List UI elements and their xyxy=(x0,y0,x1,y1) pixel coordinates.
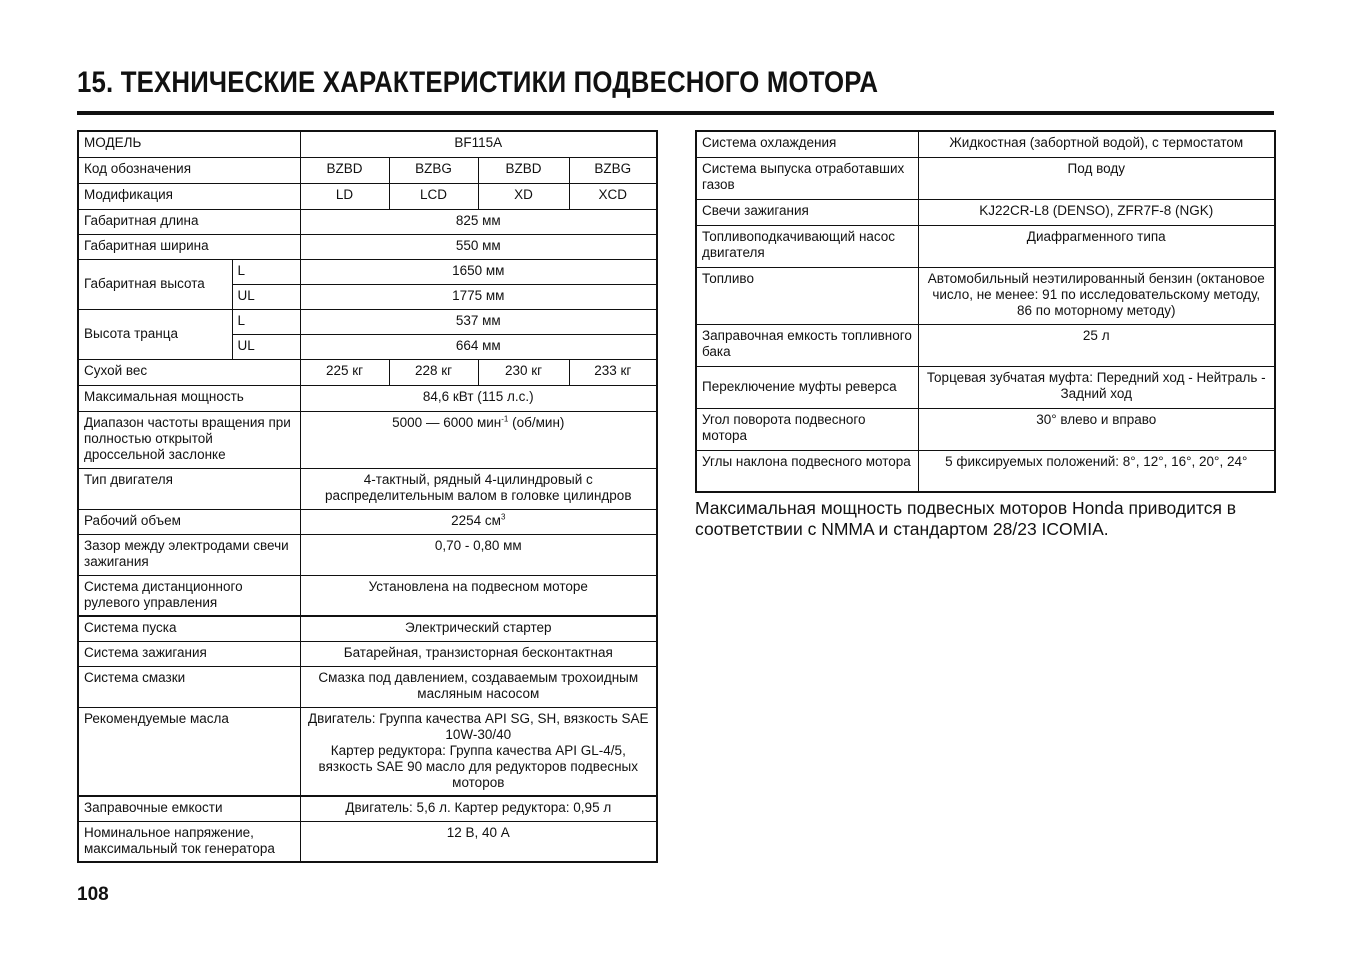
rpm-value-main: 5000 — 6000 мин xyxy=(392,414,502,430)
spec-label: Сухой вес xyxy=(78,359,300,385)
spec-value: 664 мм xyxy=(300,334,657,359)
spec-label: Код обозначения xyxy=(78,157,300,183)
spec-label: Углы наклона подвесного мотора xyxy=(696,450,918,492)
spec-value: BZBD xyxy=(478,157,569,183)
specs-table-left xyxy=(77,130,658,863)
spec-label: Заправочная емкость топливного бака xyxy=(696,324,918,366)
spec-row-fuel xyxy=(696,267,1275,324)
page-title: 15. ТЕХНИЧЕСКИЕ ХАРАКТЕРИСТИКИ ПОДВЕСНОГО МОТОРА xyxy=(77,66,879,99)
rpm-value-tail: (об/мин) xyxy=(508,414,565,430)
spec-label: Тип двигателя xyxy=(78,468,300,509)
spec-row-clutch xyxy=(696,366,1275,408)
spec-label: Система зажигания xyxy=(78,641,300,666)
spec-label: Топливо xyxy=(696,267,918,324)
specs-table-right xyxy=(695,130,1276,493)
spec-value: LD xyxy=(300,183,389,209)
spec-value: 1650 мм xyxy=(300,259,657,284)
oil-engine: Двигатель: Группа качества API SG, SH, вязкость SAE 10W-30/40 xyxy=(308,710,649,742)
spec-value: BZBG xyxy=(389,157,478,183)
spec-sublabel: L xyxy=(232,309,300,334)
spec-row-weight xyxy=(78,359,657,385)
spec-label: Модификация xyxy=(78,183,300,209)
oil-gear: Картер редуктора: Группа качества API GL-4/5, вязкость SAE 90 масло для редукторов подвесных моторов xyxy=(318,742,638,790)
spec-value: 25 л xyxy=(918,324,1275,366)
spec-row-model xyxy=(78,131,657,157)
spec-value: Торцевая зубчатая муфта: Передний ход - Нейтраль - Задний ход xyxy=(918,366,1275,408)
spec-value: 84,6 кВт (115 л.с.) xyxy=(300,385,657,411)
spec-row-rpm xyxy=(78,411,657,468)
spec-row-ignition xyxy=(78,641,657,666)
spec-row-transom-l xyxy=(78,309,657,334)
spec-value: Жидкостная (забортной водой), с термостатом xyxy=(918,131,1275,157)
spec-row-fuel-pump xyxy=(696,225,1275,267)
spec-value: Электрический стартер xyxy=(300,616,657,641)
spec-value: 233 кг xyxy=(569,359,657,385)
spec-label: Переключение муфты реверса xyxy=(696,366,918,408)
spec-row-exhaust xyxy=(696,157,1275,199)
spec-value: BF115A xyxy=(300,131,657,157)
spec-row-power xyxy=(78,385,657,411)
spec-label: Зазор между электродами свечи зажигания xyxy=(78,534,300,575)
spec-row-start xyxy=(78,616,657,641)
spec-value: 0,70 - 0,80 мм xyxy=(300,534,657,575)
power-note: Максимальная мощность подвесных моторов Honda приводится в соответствии с NMMA и стандартом 28/23 ICOMIA. xyxy=(695,498,1237,539)
spec-label: Заправочные емкости xyxy=(78,796,300,821)
spec-row-width xyxy=(78,234,657,259)
spec-row-displacement xyxy=(78,509,657,534)
page-number: 108 xyxy=(77,884,109,905)
spec-row-voltage xyxy=(78,821,657,862)
spec-value: 225 кг xyxy=(300,359,389,385)
spec-sublabel: UL xyxy=(232,334,300,359)
spec-row-cooling xyxy=(696,131,1275,157)
spec-label: Габаритная высота xyxy=(78,259,232,309)
spec-value: 550 мм xyxy=(300,234,657,259)
spec-value: BZBG xyxy=(569,157,657,183)
spec-row-code xyxy=(78,157,657,183)
spec-label: Система выпуска отработавших газов xyxy=(696,157,918,199)
spec-value: 537 мм xyxy=(300,309,657,334)
spec-row-lube xyxy=(78,666,657,707)
spec-row-capacity xyxy=(78,796,657,821)
spec-value: Под воду xyxy=(918,157,1275,199)
spec-value xyxy=(300,509,657,534)
spec-value: 228 кг xyxy=(389,359,478,385)
spec-value: 825 мм xyxy=(300,209,657,234)
spec-label: Система дистанционного рулевого управления xyxy=(78,575,300,616)
spec-value: KJ22CR-L8 (DENSO), ZFR7F-8 (NGK) xyxy=(918,199,1275,225)
spec-value: Батарейная, транзисторная бесконтактная xyxy=(300,641,657,666)
spec-row-engine xyxy=(78,468,657,509)
spec-label: Высота транца xyxy=(78,309,232,359)
spec-label: Рабочий объем xyxy=(78,509,300,534)
spec-row-oil xyxy=(78,707,657,796)
spec-row-spark-plugs xyxy=(696,199,1275,225)
spec-value: 230 кг xyxy=(478,359,569,385)
spec-label: Номинальное напряжение, максимальный ток генератора xyxy=(78,821,300,862)
title-rule xyxy=(77,111,1274,115)
spec-row-modification xyxy=(78,183,657,209)
spec-value xyxy=(300,411,657,468)
spec-row-steering xyxy=(78,575,657,616)
spec-label: Диапазон частоты вращения при полностью открытой дроссельной заслонке xyxy=(78,411,300,468)
spec-label: Максимальная мощность xyxy=(78,385,300,411)
spec-value xyxy=(300,707,657,796)
spec-value: 12 В, 40 А xyxy=(300,821,657,862)
spec-label: МОДЕЛЬ xyxy=(78,131,300,157)
spec-sublabel: UL xyxy=(232,284,300,309)
spec-row-tilt-angles xyxy=(696,450,1275,492)
spec-row-height-l xyxy=(78,259,657,284)
spec-row-steering-angle xyxy=(696,408,1275,450)
spec-label: Рекомендуемые масла xyxy=(78,707,300,796)
spec-row-gap xyxy=(78,534,657,575)
spec-value: Установлена на подвесном моторе xyxy=(300,575,657,616)
spec-value: Смазка под давлением, создаваемым трохоидным масляным насосом xyxy=(300,666,657,707)
spec-value: BZBD xyxy=(300,157,389,183)
spec-value: XD xyxy=(478,183,569,209)
displacement-value-sup: 3 xyxy=(500,512,506,521)
spec-label: Свечи зажигания xyxy=(696,199,918,225)
spec-label: Угол поворота подвесного мотора xyxy=(696,408,918,450)
spec-label: Система пуска xyxy=(78,616,300,641)
spec-label: Система охлаждения xyxy=(696,131,918,157)
spec-value: Диафрагменного типа xyxy=(918,225,1275,267)
spec-value: 1775 мм xyxy=(300,284,657,309)
spec-label: Система смазки xyxy=(78,666,300,707)
spec-value: Автомобильный неэтилированный бензин (октановое число, не менее: 91 по исследовательскому методу, 86 по моторному методу) xyxy=(918,267,1275,324)
spec-row-length xyxy=(78,209,657,234)
spec-value: LCD xyxy=(389,183,478,209)
rpm-value-sup: -1 xyxy=(501,414,509,423)
spec-sublabel: L xyxy=(232,259,300,284)
spec-value: 4-тактный, рядный 4-цилиндровый с распределительным валом в головке цилиндров xyxy=(300,468,657,509)
spec-value: 5 фиксируемых положений: 8°, 12°, 16°, 20°, 24° xyxy=(918,450,1275,492)
spec-value: XCD xyxy=(569,183,657,209)
displacement-value-main: 2254 см xyxy=(451,512,501,528)
spec-label: Габаритная длина xyxy=(78,209,300,234)
spec-value: Двигатель: 5,6 л. Картер редуктора: 0,95 л xyxy=(300,796,657,821)
spec-label: Топливоподкачивающий насос двигателя xyxy=(696,225,918,267)
spec-value: 30° влево и вправо xyxy=(918,408,1275,450)
spec-row-fuel-tank xyxy=(696,324,1275,366)
spec-label: Габаритная ширина xyxy=(78,234,300,259)
